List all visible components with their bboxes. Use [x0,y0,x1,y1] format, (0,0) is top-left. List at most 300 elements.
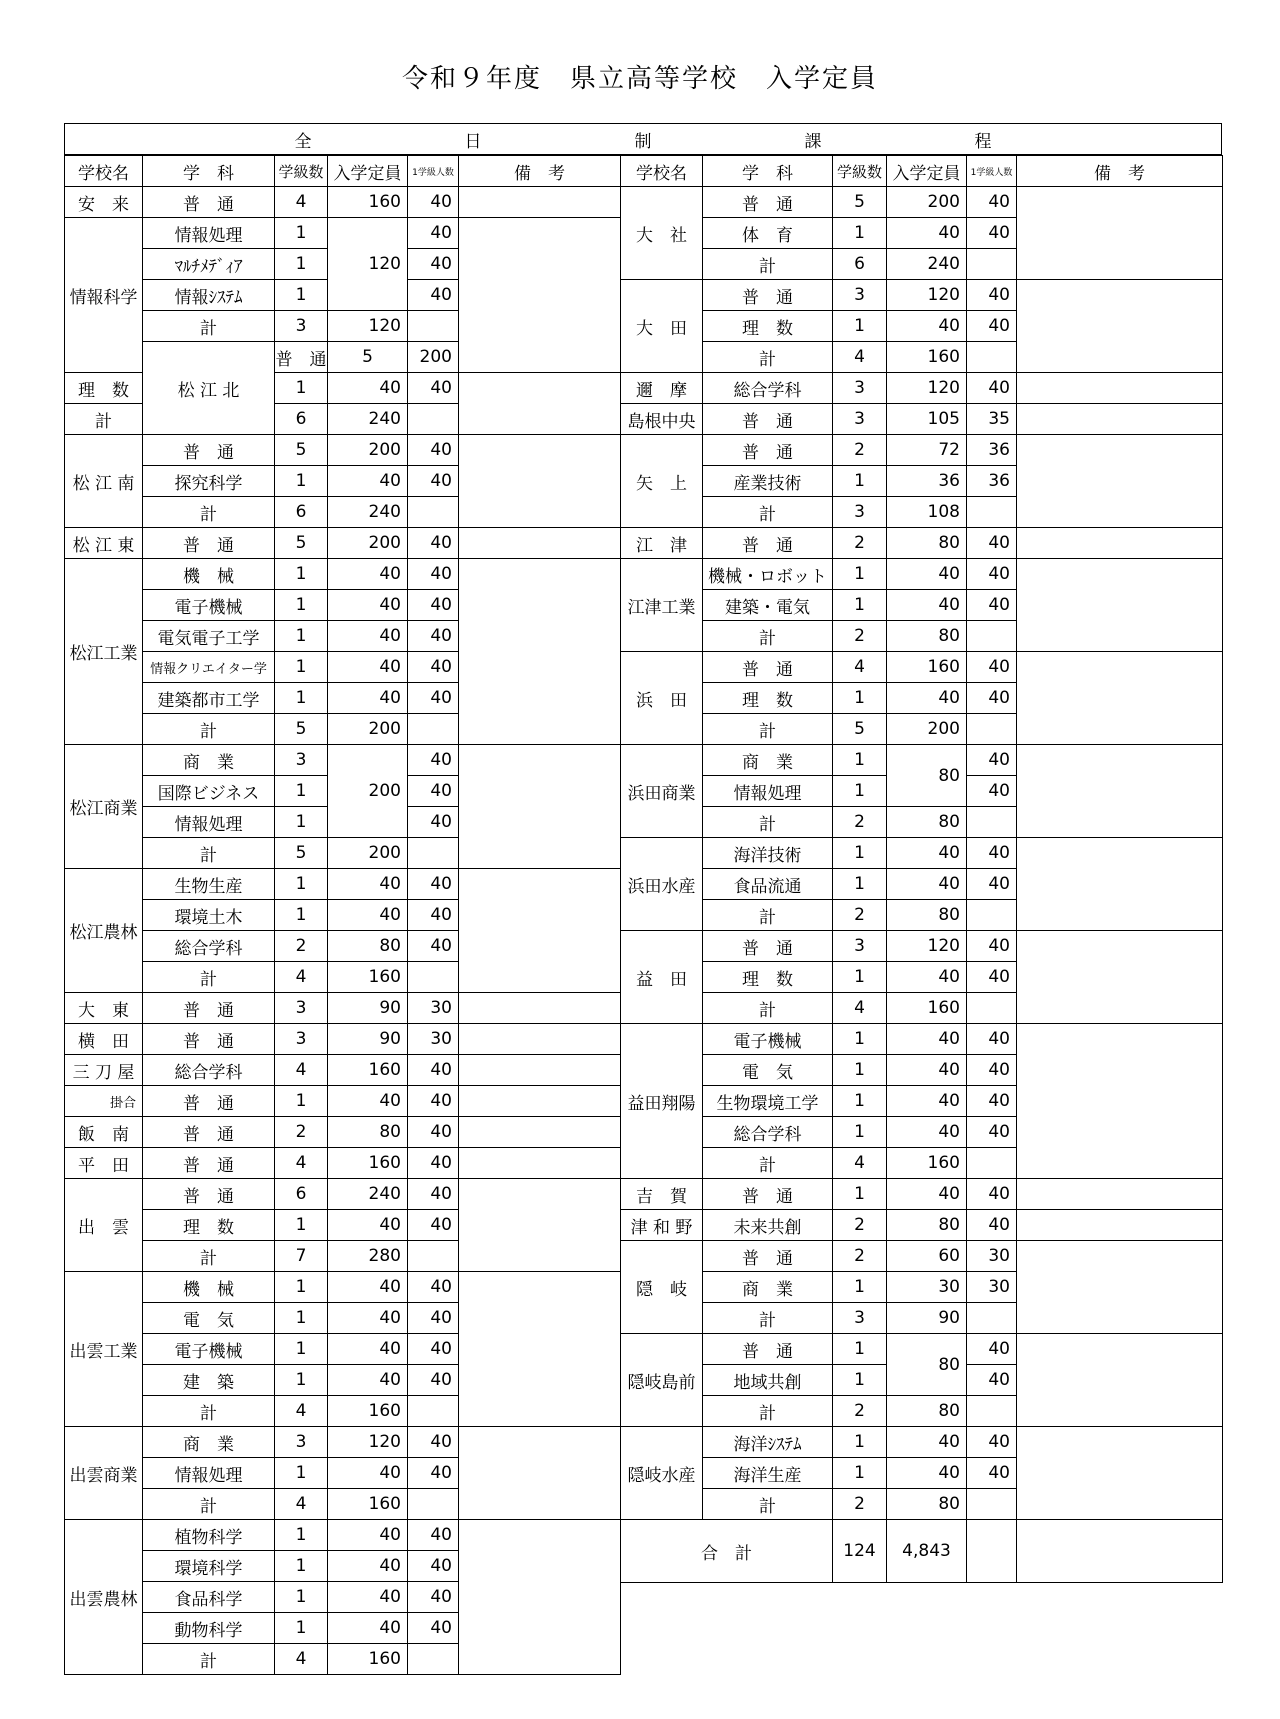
department: 理 数 [703,683,833,714]
capacity: 120 [328,218,408,311]
remarks [459,187,621,218]
department: 商 業 [703,745,833,776]
per-class: 40 [408,1272,459,1303]
remarks [1017,1334,1223,1427]
header-dept: 学 科 [143,156,275,187]
department: ﾏﾙﾁﾒﾃﾞｨｱ [143,249,275,280]
per-class: 40 [967,1365,1017,1396]
total-per-class [967,1520,1017,1583]
per-class [967,497,1017,528]
remarks [1017,652,1223,745]
capacity: 160 [887,342,967,373]
table-row [65,1148,621,1179]
school-name: 松 江 東 [65,528,143,559]
table-row [65,187,621,218]
remarks [459,993,621,1024]
department: 計 [143,714,275,745]
per-class [967,1303,1017,1334]
class-count: 4 [275,1055,328,1086]
capacity: 240 [328,404,408,435]
school-name: 隠岐水産 [621,1427,703,1520]
remarks [1017,559,1223,652]
per-class: 40 [408,776,459,807]
table-row [621,652,1223,683]
per-class: 40 [967,280,1017,311]
remarks [1017,280,1223,373]
remarks [1017,1241,1223,1334]
department: 計 [703,497,833,528]
capacity: 40 [887,1117,967,1148]
course-header-char: 全 [294,131,312,152]
total-row [621,1520,1223,1583]
per-class [408,311,459,342]
capacity: 120 [887,373,967,404]
per-class: 40 [967,745,1017,776]
department: 体 育 [703,218,833,249]
capacity: 240 [328,497,408,528]
capacity: 40 [887,1055,967,1086]
class-count: 4 [833,1148,887,1179]
department: 商 業 [143,745,275,776]
class-count: 4 [275,1644,328,1675]
class-count: 1 [833,869,887,900]
class-count: 1 [275,218,328,249]
department: 情報ｼｽﾃﾑ [143,280,275,311]
per-class: 36 [967,435,1017,466]
remarks [1017,1427,1223,1520]
table-row [65,1117,621,1148]
remarks [1017,1179,1223,1210]
department: 産業技術 [703,466,833,497]
per-class: 40 [967,1086,1017,1117]
department: 計 [703,621,833,652]
school-name: 浜 田 [621,652,703,745]
department: 普 通 [703,435,833,466]
capacity: 200 [328,714,408,745]
department: 情報クリエイター学 [143,652,275,683]
class-count: 1 [275,1365,328,1396]
per-class: 40 [408,931,459,962]
table-row [621,528,1223,559]
per-class: 35 [967,404,1017,435]
table-row [621,559,1223,590]
class-count: 1 [275,1303,328,1334]
class-count: 1 [275,373,328,404]
remarks [459,1520,621,1675]
capacity: 40 [328,652,408,683]
per-class: 40 [967,187,1017,218]
class-count: 2 [833,900,887,931]
per-class: 40 [408,559,459,590]
remarks [459,435,621,528]
capacity: 120 [887,931,967,962]
class-count: 1 [833,466,887,497]
per-class: 40 [408,621,459,652]
capacity: 200 [328,838,408,869]
class-count: 5 [275,528,328,559]
table-row [65,1179,621,1210]
class-count: 4 [275,1396,328,1427]
per-class: 40 [408,1551,459,1582]
remarks [459,1055,621,1086]
school-name: 平 田 [65,1148,143,1179]
class-count: 5 [275,838,328,869]
per-class: 40 [967,1117,1017,1148]
school-name: 三 刀 屋 [65,1055,143,1086]
class-count: 1 [275,1210,328,1241]
class-count: 1 [833,1458,887,1489]
department: 普 通 [703,1334,833,1365]
table-row [65,1055,621,1086]
capacity: 40 [328,1210,408,1241]
per-class [967,714,1017,745]
school-name: 松 江 北 [143,342,275,435]
department: 計 [703,342,833,373]
per-class: 40 [967,869,1017,900]
table-row [621,838,1223,869]
class-count: 1 [275,1272,328,1303]
class-count: 1 [275,1458,328,1489]
school-name: 安 来 [65,187,143,218]
per-class: 40 [408,1055,459,1086]
department: 総合学科 [703,373,833,404]
school-name: 飯 南 [65,1117,143,1148]
capacity: 120 [328,311,408,342]
table-row [621,1427,1223,1458]
class-count: 2 [833,1489,887,1520]
school-name: 大 社 [621,187,703,280]
remarks [459,1086,621,1117]
header-remarks: 備 考 [459,156,621,187]
department: 普 通 [275,342,328,373]
department: 食品科学 [143,1582,275,1613]
school-name: 江 津 [621,528,703,559]
remarks [459,528,621,559]
table-row [65,1427,621,1458]
capacity: 40 [887,590,967,621]
remarks [459,218,621,373]
per-class: 40 [408,1179,459,1210]
capacity: 200 [887,187,967,218]
class-count: 1 [275,1334,328,1365]
capacity: 160 [328,1489,408,1520]
school-name: 浜田商業 [621,745,703,838]
header-dept: 学 科 [703,156,833,187]
capacity: 80 [887,900,967,931]
department: 普 通 [143,528,275,559]
capacity: 40 [328,1086,408,1117]
left-capacity-table [64,155,621,1675]
per-class: 40 [967,218,1017,249]
per-class: 40 [408,745,459,776]
course-header-char: 程 [974,131,992,152]
per-class [408,962,459,993]
per-class: 40 [408,187,459,218]
capacity: 40 [887,1458,967,1489]
capacity: 280 [328,1241,408,1272]
class-count: 1 [275,466,328,497]
school-name: 大 田 [621,280,703,373]
capacity: 40 [887,218,967,249]
department: 理 数 [143,1210,275,1241]
per-class: 40 [408,807,459,838]
header-row [65,156,621,187]
class-count: 3 [275,745,328,776]
class-count: 1 [275,1613,328,1644]
class-count: 3 [833,497,887,528]
per-class: 40 [967,559,1017,590]
school-name: 矢 上 [621,435,703,528]
table-row [621,1334,1223,1365]
capacity: 200 [328,435,408,466]
capacity: 40 [328,869,408,900]
department: 普 通 [703,931,833,962]
department: 普 通 [703,1179,833,1210]
class-count: 3 [275,1024,328,1055]
capacity: 160 [328,1396,408,1427]
department: 普 通 [703,652,833,683]
table-row [621,1241,1223,1272]
per-class: 40 [967,838,1017,869]
per-class: 40 [967,1334,1017,1365]
capacity: 40 [328,1551,408,1582]
sub-school-cell: 掛合 [65,1086,143,1117]
total-capacity: 4,843 [887,1520,967,1583]
department: 機 械 [143,559,275,590]
capacity: 200 [408,342,459,373]
per-class [967,900,1017,931]
capacity: 80 [328,1117,408,1148]
capacity: 40 [887,838,967,869]
school-name: 益田翔陽 [621,1024,703,1179]
remarks [459,1117,621,1148]
capacity: 90 [887,1303,967,1334]
department: 情報処理 [143,1458,275,1489]
capacity: 105 [887,404,967,435]
remarks [1017,187,1223,280]
per-class: 40 [408,1520,459,1551]
table-row [621,187,1223,218]
per-class: 40 [408,1117,459,1148]
class-count: 2 [833,807,887,838]
per-class: 40 [408,869,459,900]
total-label: 合 計 [621,1520,833,1583]
department: 総合学科 [703,1117,833,1148]
school-name: 松江農林 [65,869,143,993]
department: 計 [143,1644,275,1675]
department: 計 [703,1396,833,1427]
school-name: 情報科学 [65,218,143,373]
per-class [408,1489,459,1520]
capacity: 160 [887,1148,967,1179]
capacity: 160 [887,652,967,683]
school-name: 江津工業 [621,559,703,652]
remarks [1017,745,1223,838]
class-count: 1 [275,1582,328,1613]
per-class: 40 [408,1210,459,1241]
class-count: 5 [275,714,328,745]
department: 計 [143,1396,275,1427]
table-row [65,1086,621,1117]
table-row [65,1024,621,1055]
table-row [65,1520,621,1551]
per-class: 40 [408,590,459,621]
header-capacity: 入学定員 [887,156,967,187]
per-class [408,714,459,745]
per-class: 40 [967,1055,1017,1086]
per-class: 30 [967,1241,1017,1272]
department: 電 気 [703,1055,833,1086]
capacity: 200 [328,528,408,559]
school-name: 松 江 南 [65,435,143,528]
department: 電子機械 [143,1334,275,1365]
per-class [408,1396,459,1427]
class-count: 1 [275,1086,328,1117]
right-capacity-table [620,155,1223,1583]
capacity: 240 [328,1179,408,1210]
table-row [621,1024,1223,1055]
capacity: 40 [887,869,967,900]
department: 機械・ロボット [703,559,833,590]
capacity: 160 [328,187,408,218]
department: 計 [703,249,833,280]
remarks [459,745,621,869]
class-count: 1 [833,962,887,993]
capacity: 40 [328,683,408,714]
per-class: 40 [408,435,459,466]
per-class: 30 [408,1024,459,1055]
school-name: 出雲商業 [65,1427,143,1520]
per-class: 40 [408,652,459,683]
capacity: 30 [887,1272,967,1303]
department: 普 通 [703,404,833,435]
capacity: 80 [887,745,967,807]
per-class: 40 [408,900,459,931]
class-count: 1 [833,1024,887,1055]
department: 電気電子工学 [143,621,275,652]
class-count: 1 [833,1365,887,1396]
class-count: 4 [275,1148,328,1179]
remarks [1017,1024,1223,1179]
department: 生物環境工学 [703,1086,833,1117]
table-row [621,435,1223,466]
class-count: 1 [833,559,887,590]
per-class: 30 [967,1272,1017,1303]
capacity: 36 [887,466,967,497]
capacity: 80 [887,621,967,652]
department: 普 通 [703,280,833,311]
capacity: 200 [887,714,967,745]
per-class: 40 [408,249,459,280]
table-row [621,280,1223,311]
header-school: 学校名 [621,156,703,187]
school-name: 横 田 [65,1024,143,1055]
capacity: 80 [887,1489,967,1520]
department: 植物科学 [143,1520,275,1551]
remarks [459,1427,621,1520]
school-name: 隠岐島前 [621,1334,703,1427]
per-class: 40 [408,1334,459,1365]
department: 建築・電気 [703,590,833,621]
table-row [65,528,621,559]
class-count: 2 [833,435,887,466]
class-count: 3 [833,1303,887,1334]
department: 海洋ｼｽﾃﾑ [703,1427,833,1458]
department: 環境土木 [143,900,275,931]
department: 普 通 [143,1148,275,1179]
department: 普 通 [703,1241,833,1272]
per-class [967,621,1017,652]
department: 電子機械 [143,590,275,621]
remarks [459,559,621,745]
department: 理 数 [703,311,833,342]
school-name: 隠 岐 [621,1241,703,1334]
header-row [621,156,1223,187]
school-name: 津 和 野 [621,1210,703,1241]
remarks [1017,838,1223,931]
department: 情報処理 [703,776,833,807]
class-count: 1 [275,869,328,900]
course-header-char: 制 [634,131,652,152]
class-count: 1 [833,745,887,776]
class-count: 2 [275,931,328,962]
department: 探究科学 [143,466,275,497]
capacity: 40 [887,683,967,714]
capacity: 160 [328,1644,408,1675]
per-class: 40 [408,1303,459,1334]
department: 地域共創 [703,1365,833,1396]
department: 普 通 [143,1024,275,1055]
class-count: 3 [275,311,328,342]
capacity: 72 [887,435,967,466]
header-classes: 学級数 [275,156,328,187]
department: 計 [143,497,275,528]
department: 情報処理 [143,218,275,249]
class-count: 1 [833,1055,887,1086]
class-count: 1 [833,1117,887,1148]
table-row [621,1210,1223,1241]
per-class: 40 [408,280,459,311]
table-row [65,218,621,249]
per-class [408,838,459,869]
class-count: 3 [833,931,887,962]
header-per-class: 1学級人数 [967,156,1017,187]
per-class [408,497,459,528]
capacity: 40 [328,466,408,497]
class-count: 6 [275,497,328,528]
class-count: 1 [833,1179,887,1210]
per-class: 40 [408,1458,459,1489]
table-row [621,931,1223,962]
capacity: 40 [887,1179,967,1210]
per-class: 40 [408,466,459,497]
class-count: 1 [275,621,328,652]
capacity: 40 [328,1582,408,1613]
per-class [967,807,1017,838]
per-class: 40 [408,1365,459,1396]
table-row [65,435,621,466]
per-class [408,1241,459,1272]
capacity: 90 [328,993,408,1024]
class-count: 3 [833,280,887,311]
department: 商 業 [703,1272,833,1303]
table-row [65,1272,621,1303]
course-header-char: 日 [464,131,482,152]
per-class: 40 [967,962,1017,993]
header-remarks: 備 考 [1017,156,1223,187]
per-class: 40 [967,311,1017,342]
class-count: 1 [833,218,887,249]
